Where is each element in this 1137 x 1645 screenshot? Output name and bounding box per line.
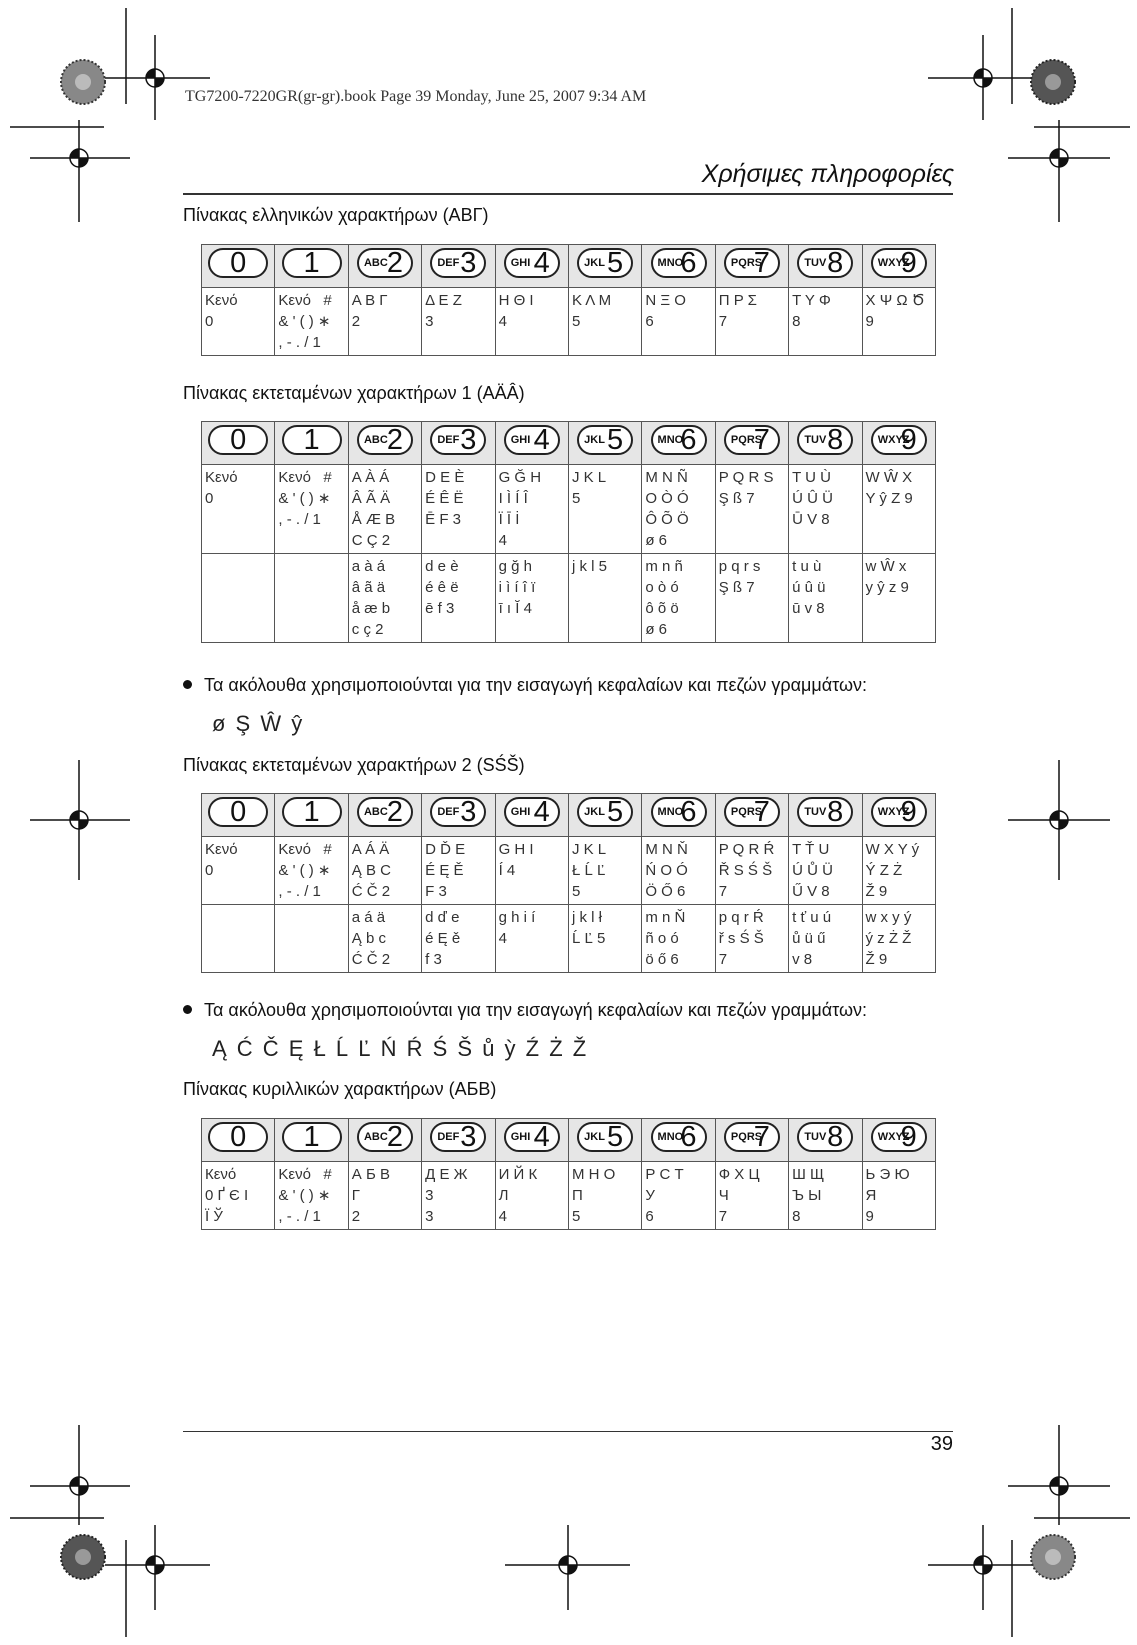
key-digit: 2: [386, 1121, 403, 1153]
table-cell: Δ Ε Ζ 3: [422, 288, 495, 356]
key-digit: 8: [827, 247, 844, 279]
table-cell: w x y ý ý z Ż Ž Ž 9: [862, 905, 935, 973]
key-digit: 3: [460, 424, 477, 456]
key-cell-4: [495, 422, 568, 465]
key-letters: JKL: [584, 806, 605, 818]
key-cell-4: [495, 1119, 568, 1162]
table-cell: Κενό 0: [202, 837, 275, 905]
table-row: [202, 288, 936, 356]
key-cell-9: [862, 245, 935, 288]
key-8-icon: [797, 1122, 853, 1152]
key-cell-0: [202, 794, 275, 837]
key-6-icon: [651, 797, 707, 827]
table-cell: Ш Щ Ъ Ы 8: [789, 1162, 862, 1230]
key-cell-3: [422, 794, 495, 837]
key-letters: DEF: [437, 257, 460, 269]
key-cell-9: [862, 422, 935, 465]
key-cell-0: [202, 245, 275, 288]
table-cell: Д Е Ж 3 3: [422, 1162, 495, 1230]
key-cell-4: [495, 794, 568, 837]
key-digit: 1: [303, 424, 320, 456]
key-7-icon: [724, 797, 780, 827]
table-cell: t ť u ú ů ü ű v 8: [789, 905, 862, 973]
key-letters: JKL: [584, 257, 605, 269]
table-cell: A Á Ä Ą B C Ć Č 2: [348, 837, 421, 905]
key-cell-2: [348, 245, 421, 288]
table-cell: d e è é ê ë ē f 3: [422, 554, 495, 643]
key-cell-2: [348, 794, 421, 837]
key-9-icon: [871, 1122, 927, 1152]
key-cell-1: [275, 794, 348, 837]
key-letters: JKL: [584, 434, 605, 446]
key-letters: TUV: [804, 257, 827, 269]
key-digit: 2: [386, 424, 403, 456]
table-cell: g ğ h i ì í î ï ī ı Ĭ 4: [495, 554, 568, 643]
key-5-icon: [577, 797, 633, 827]
key-digit: 6: [680, 796, 697, 828]
table-row: [202, 1162, 936, 1230]
bullet-note-2: [183, 1000, 867, 1021]
extended-2-character-table: [201, 793, 936, 973]
table-cell: a á ä Ą b c Ć Č 2: [348, 905, 421, 973]
table-cell: T Ť U Ú Ů Ü Ű V 8: [789, 837, 862, 905]
key-letters: JKL: [584, 1131, 605, 1143]
key-3-icon: [430, 425, 486, 455]
table-cell: Α Β Γ 2: [348, 288, 421, 356]
key-2-icon: [357, 425, 413, 455]
key-7-icon: [724, 425, 780, 455]
table-cell: Р С Т У 6: [642, 1162, 715, 1230]
key-digit: 8: [827, 1121, 844, 1153]
key-digit: 3: [460, 796, 477, 828]
key-digit: 3: [460, 247, 477, 279]
key-letters: GHI: [510, 434, 531, 446]
table-cell: m n Ň ñ o ó ö ő 6: [642, 905, 715, 973]
table-cell: W Ŵ X Y ŷ Z 9: [862, 465, 935, 554]
table-cell: Χ Ψ Ω Ծ 9: [862, 288, 935, 356]
key-digit: 0: [230, 796, 247, 828]
note-text: Τα ακόλουθα χρησιμοποιούνται για την εισαγωγή κεφαλαίων και πεζών γραμμάτων:: [204, 675, 868, 695]
key-cell-6: [642, 422, 715, 465]
key-cell-8: [789, 1119, 862, 1162]
extended-1-table-title: Πίνακας εκτεταμένων χαρακτήρων 1 (ΑÄÂ): [183, 383, 525, 403]
table-cell: И Й К Л 4: [495, 1162, 568, 1230]
table-cell: Κ Λ Μ 5: [568, 288, 641, 356]
table-cell: А Б В Г 2: [348, 1162, 421, 1230]
key-digit: 1: [303, 1121, 320, 1153]
key-letters: ABC: [363, 806, 388, 818]
key-row: [202, 245, 936, 288]
key-digit: 7: [753, 1121, 770, 1153]
table-cell: G Ğ H I Ì Í Î Ï Ī İ 4: [495, 465, 568, 554]
key-letters: DEF: [437, 1131, 460, 1143]
table-cell: j k l 5: [568, 554, 641, 643]
key-1-icon: [282, 797, 342, 827]
table-cell: p q r s Ş ß 7: [715, 554, 788, 643]
key-9-icon: [871, 797, 927, 827]
table-row: [202, 465, 936, 554]
table-cell: G H I Í 4: [495, 837, 568, 905]
table-cell: M N Ň Ń O Ó Ö Ő 6: [642, 837, 715, 905]
key-cell-0: [202, 422, 275, 465]
bullet-dot: [183, 1005, 192, 1014]
key-cell-7: [715, 422, 788, 465]
key-digit: 6: [680, 247, 697, 279]
key-digit: 5: [607, 796, 624, 828]
cyrillic-table-title: Πίνακας κυριλλικών χαρακτήρων (АБВ): [183, 1079, 497, 1099]
key-row: [202, 422, 936, 465]
key-letters: PQRS: [730, 1131, 763, 1143]
greek-table-title: Πίνακας ελληνικών χαρακτήρων (ΑΒΓ): [183, 205, 489, 225]
key-cell-2: [348, 422, 421, 465]
key-cell-4: [495, 245, 568, 288]
key-letters: GHI: [510, 806, 531, 818]
table-cell: D E È É Ê Ë Ē F 3: [422, 465, 495, 554]
footer-rule: [183, 1431, 953, 1432]
key-letters: GHI: [510, 257, 531, 269]
table-cell: Ф Х Ц Ч 7: [715, 1162, 788, 1230]
key-cell-1: [275, 1119, 348, 1162]
key-row: [202, 794, 936, 837]
cyrillic-character-table: [201, 1118, 936, 1230]
table-cell: М Н О П 5: [568, 1162, 641, 1230]
key-cell-7: [715, 1119, 788, 1162]
key-1-icon: [282, 248, 342, 278]
key-digit: 8: [827, 424, 844, 456]
key-digit: 9: [900, 796, 917, 828]
key-cell-5: [568, 1119, 641, 1162]
key-2-icon: [357, 797, 413, 827]
page-number: 39: [930, 1433, 953, 1455]
key-6-icon: [651, 425, 707, 455]
key-2-icon: [357, 1122, 413, 1152]
key-6-icon: [651, 248, 707, 278]
heading-rule: [183, 193, 953, 195]
key-letters: TUV: [804, 806, 827, 818]
table-cell: g h i í 4: [495, 905, 568, 973]
key-digit: 2: [386, 247, 403, 279]
key-letters: MNO: [657, 806, 684, 818]
key-digit: 7: [753, 247, 770, 279]
key-digit: 6: [680, 424, 697, 456]
table-cell: p q r Ŕ ř s Ś Š 7: [715, 905, 788, 973]
key-cell-6: [642, 1119, 715, 1162]
key-letters: PQRS: [730, 806, 763, 818]
key-4-icon: [504, 248, 560, 278]
key-letters: ABC: [363, 434, 388, 446]
key-letters: MNO: [657, 434, 684, 446]
key-letters: DEF: [437, 806, 460, 818]
key-cell-0: [202, 1119, 275, 1162]
key-digit: 9: [900, 424, 917, 456]
key-4-icon: [504, 797, 560, 827]
key-letters: WXYZ: [877, 806, 910, 818]
key-4-icon: [504, 425, 560, 455]
table-cell: J K L 5: [568, 465, 641, 554]
key-cell-3: [422, 245, 495, 288]
key-digit: 5: [607, 424, 624, 456]
table-cell: Τ Υ Φ 8: [789, 288, 862, 356]
table-cell: A À Á Â Ã Ä Å Æ B C Ç 2: [348, 465, 421, 554]
key-digit: 0: [230, 424, 247, 456]
key-cell-9: [862, 794, 935, 837]
key-6-icon: [651, 1122, 707, 1152]
key-cell-3: [422, 422, 495, 465]
key-letters: PQRS: [730, 257, 763, 269]
key-0-icon: [208, 425, 268, 455]
key-letters: ABC: [363, 257, 388, 269]
table-cell: Π Ρ Σ 7: [715, 288, 788, 356]
key-8-icon: [797, 425, 853, 455]
table-cell: Κενό 0: [202, 465, 275, 554]
table-cell: [275, 554, 348, 643]
key-cell-6: [642, 794, 715, 837]
key-letters: TUV: [804, 434, 827, 446]
key-cell-5: [568, 245, 641, 288]
table-row: [202, 905, 936, 973]
key-digit: 9: [900, 1121, 917, 1153]
table-cell: Κενό # & ' ( ) ∗ , - . / 1: [275, 837, 348, 905]
key-cell-3: [422, 1119, 495, 1162]
key-cell-5: [568, 794, 641, 837]
key-3-icon: [430, 797, 486, 827]
key-digit: 0: [230, 1121, 247, 1153]
key-8-icon: [797, 248, 853, 278]
key-letters: DEF: [437, 434, 460, 446]
key-letters: GHI: [510, 1131, 531, 1143]
key-cell-5: [568, 422, 641, 465]
key-cell-1: [275, 422, 348, 465]
key-0-icon: [208, 248, 268, 278]
key-cell-6: [642, 245, 715, 288]
bullet-note-1: [183, 675, 867, 696]
key-1-icon: [282, 1122, 342, 1152]
key-4-icon: [504, 1122, 560, 1152]
table-cell: [202, 905, 275, 973]
table-cell: W X Y ý Ý Z Ż Ž 9: [862, 837, 935, 905]
table-cell: t u ù ú û ü ū v 8: [789, 554, 862, 643]
key-2-icon: [357, 248, 413, 278]
key-cell-2: [348, 1119, 421, 1162]
key-cell-8: [789, 794, 862, 837]
table-cell: d ď e é Ę ě f 3: [422, 905, 495, 973]
table-row: [202, 554, 936, 643]
extended-2-table-title: Πίνακας εκτεταμένων χαρακτήρων 2 (SŚŠ): [183, 755, 525, 775]
key-digit: 9: [900, 247, 917, 279]
table-cell: J K L Ł Ĺ Ľ 5: [568, 837, 641, 905]
table-row: [202, 837, 936, 905]
key-letters: PQRS: [730, 434, 763, 446]
key-0-icon: [208, 797, 268, 827]
key-9-icon: [871, 248, 927, 278]
key-letters: MNO: [657, 1131, 684, 1143]
table-cell: a à á â ã ä å æ b c ç 2: [348, 554, 421, 643]
key-cell-7: [715, 245, 788, 288]
note-characters-2: Ą Ć Č Ę Ł Ĺ Ľ Ń Ŕ Ś Š ů ỳ Ź Ż Ž: [212, 1036, 589, 1061]
key-digit: 4: [533, 796, 550, 828]
key-cell-8: [789, 422, 862, 465]
key-letters: WXYZ: [877, 434, 910, 446]
greek-character-table: [201, 244, 936, 356]
bullet-dot: [183, 680, 192, 689]
key-digit: 4: [533, 247, 550, 279]
key-3-icon: [430, 248, 486, 278]
note-text: Τα ακόλουθα χρησιμοποιούνται για την εισαγωγή κεφαλαίων και πεζών γραμμάτων:: [204, 1000, 868, 1020]
table-cell: D Ď E É Ę Ě F 3: [422, 837, 495, 905]
table-cell: m n ñ o ò ó ô õ ö ø 6: [642, 554, 715, 643]
table-cell: Кενό 0 Ґ Є І Ї Ў: [202, 1162, 275, 1230]
table-cell: j k l ł Ĺ Ľ 5: [568, 905, 641, 973]
table-cell: Κενό # & ' ( ) ∗ , - . / 1: [275, 1162, 348, 1230]
key-letters: TUV: [804, 1131, 827, 1143]
key-8-icon: [797, 797, 853, 827]
key-digit: 4: [533, 424, 550, 456]
key-row: [202, 1119, 936, 1162]
print-header-line: TG7200-7220GR(gr-gr).book Page 39 Monday, June 25, 2007 9:34 AM: [185, 88, 647, 105]
table-cell: [275, 905, 348, 973]
key-digit: 4: [533, 1121, 550, 1153]
key-5-icon: [577, 248, 633, 278]
key-cell-8: [789, 245, 862, 288]
key-1-icon: [282, 425, 342, 455]
key-letters: ABC: [363, 1131, 388, 1143]
key-7-icon: [724, 1122, 780, 1152]
key-digit: 3: [460, 1121, 477, 1153]
key-7-icon: [724, 248, 780, 278]
key-letters: WXYZ: [877, 1131, 910, 1143]
key-digit: 1: [303, 796, 320, 828]
key-cell-1: [275, 245, 348, 288]
key-digit: 6: [680, 1121, 697, 1153]
table-cell: Κενό # & ' ( ) ∗ , - . / 1: [275, 465, 348, 554]
table-cell: [202, 554, 275, 643]
key-5-icon: [577, 425, 633, 455]
key-digit: 0: [230, 247, 247, 279]
key-digit: 7: [753, 796, 770, 828]
key-3-icon: [430, 1122, 486, 1152]
table-cell: Ь Э Ю Я 9: [862, 1162, 935, 1230]
table-cell: Ν Ξ Ο 6: [642, 288, 715, 356]
table-cell: T U Ù Ú Û Ü Ū V 8: [789, 465, 862, 554]
table-cell: w Ŵ x y ŷ z 9: [862, 554, 935, 643]
key-cell-9: [862, 1119, 935, 1162]
key-digit: 8: [827, 796, 844, 828]
key-digit: 1: [303, 247, 320, 279]
key-letters: WXYZ: [877, 257, 910, 269]
page-heading: Χρήσιμες πληροφορίες: [701, 160, 954, 188]
key-letters: MNO: [657, 257, 684, 269]
table-cell: Κενό # & ' ( ) ∗ , - . / 1: [275, 288, 348, 356]
table-cell: Κενό 0: [202, 288, 275, 356]
key-digit: 5: [607, 1121, 624, 1153]
key-0-icon: [208, 1122, 268, 1152]
key-digit: 2: [386, 796, 403, 828]
table-cell: P Q R S Ş ß 7: [715, 465, 788, 554]
key-cell-7: [715, 794, 788, 837]
table-cell: M N Ñ O Ò Ó Ô Õ Ö ø 6: [642, 465, 715, 554]
note-characters-1: ø Ş Ŵ ŷ: [212, 711, 305, 736]
extended-1-character-table: [201, 421, 936, 643]
key-digit: 7: [753, 424, 770, 456]
key-9-icon: [871, 425, 927, 455]
table-cell: P Q R Ŕ Ř S Ś Š 7: [715, 837, 788, 905]
key-digit: 5: [607, 247, 624, 279]
table-cell: Η Θ Ι 4: [495, 288, 568, 356]
key-5-icon: [577, 1122, 633, 1152]
